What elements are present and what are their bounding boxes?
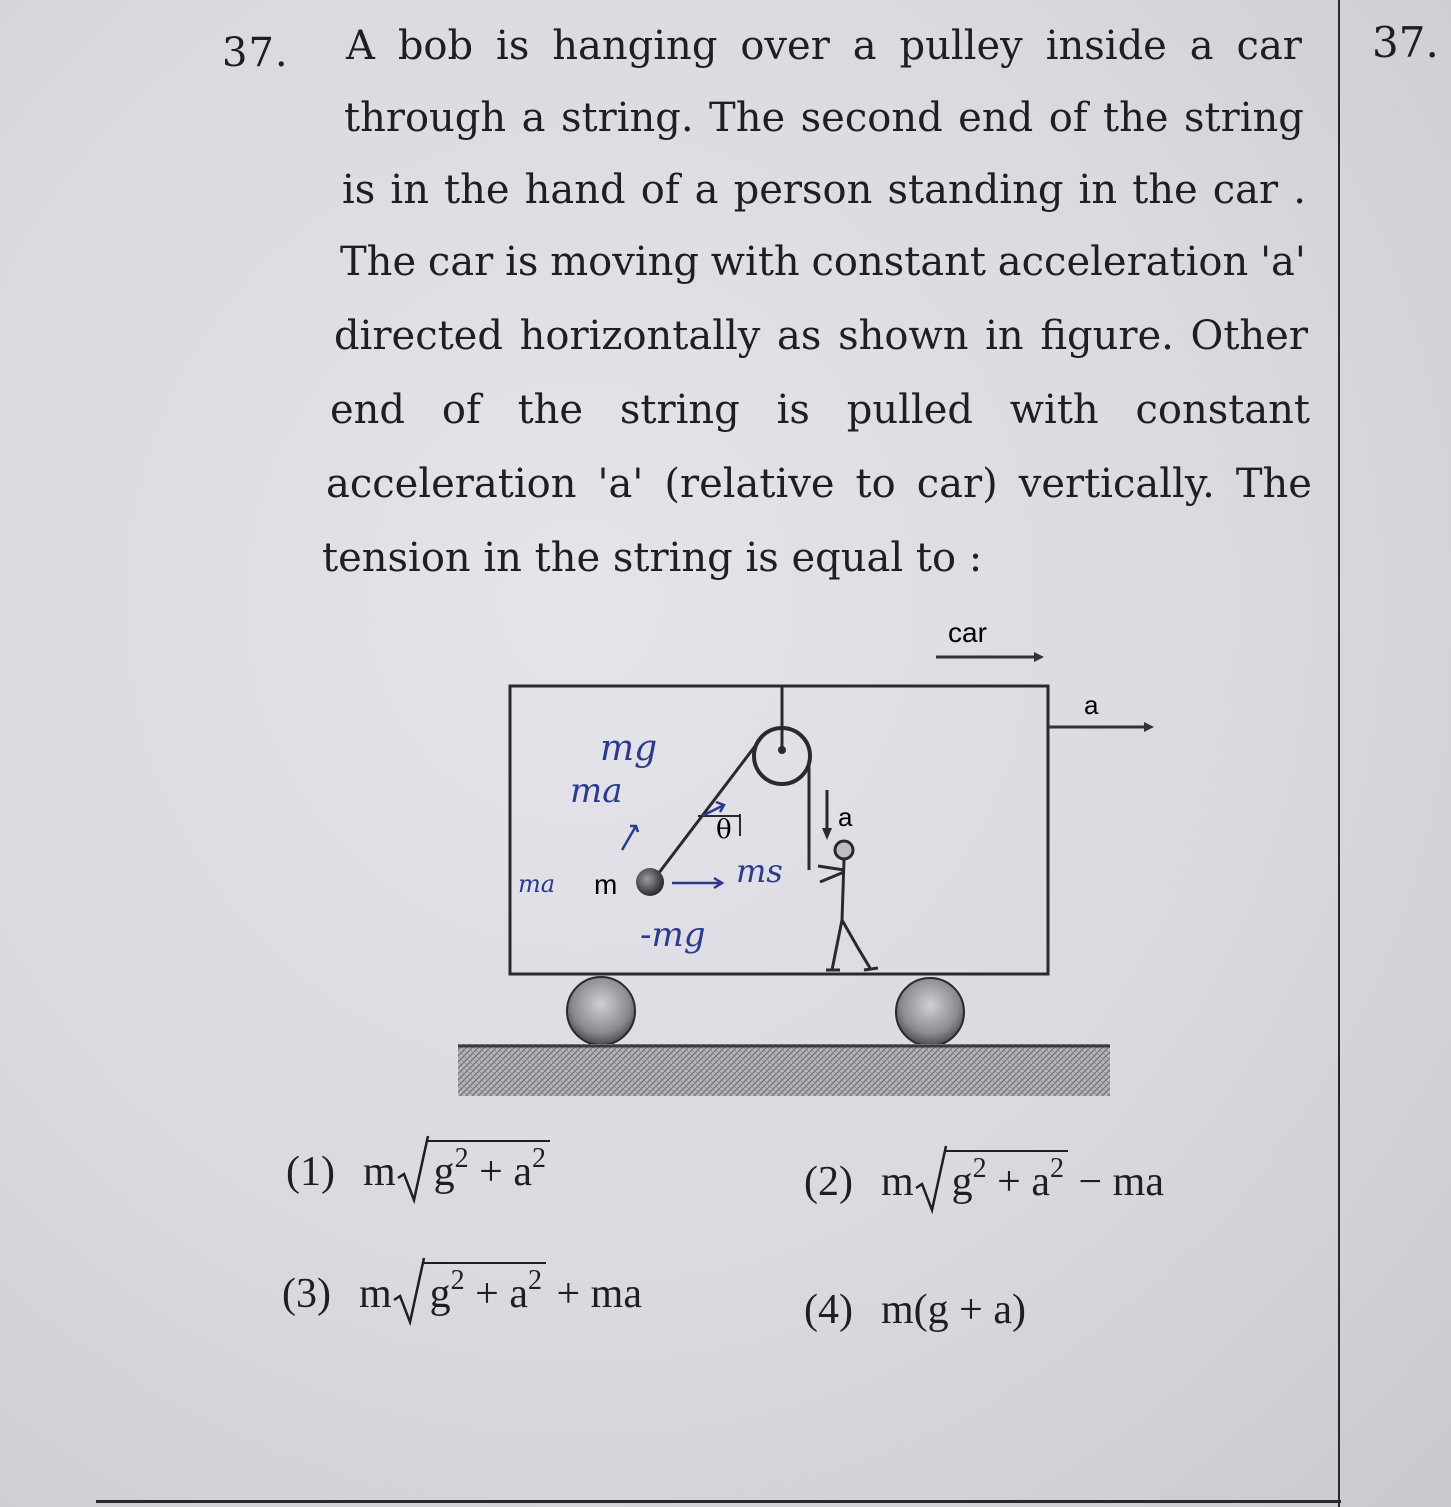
car-label: car [948,617,987,648]
question-line [342,166,1306,214]
question-word: The [1235,461,1312,507]
question-line [340,238,1306,286]
question-line [334,312,1308,360]
question-word: over [740,23,830,69]
question-word: acceleration [326,461,577,507]
question-word: pulley [899,23,1023,69]
question-line [322,534,982,582]
option-2-suffix: − ma [1068,1159,1164,1205]
question-word: the [444,167,510,213]
question-word: is [496,23,530,69]
question-word: to [855,461,896,507]
question-word: is [505,239,539,285]
question-word: of [640,167,680,213]
question-word: pulled [846,387,973,433]
option-3[interactable] [282,1262,642,1318]
question-word: moving [550,239,699,285]
question-word: end [958,95,1034,141]
question-word: is [776,387,810,433]
question-word: standing [887,167,1064,213]
handwritten-ma: ma [570,771,623,811]
option-4-text: m(g + a) [880,1287,1026,1333]
question-word: car [427,239,494,285]
question-word: in [985,313,1024,359]
handwritten-minus-mg: -mg [640,915,706,955]
option-4-number: (4) [804,1287,853,1333]
pull-acceleration-label: a [838,802,853,832]
question-word: the [1132,167,1198,213]
question-line [326,460,1312,508]
question-word: string [1184,95,1304,141]
next-column-question-number: 37. [1372,18,1439,67]
question-word: car [1212,167,1279,213]
question-word: a [521,95,546,141]
question-word: with [1009,387,1099,433]
option-1[interactable] [286,1140,550,1196]
question-word: in [390,167,429,213]
question-number: 37. [222,30,289,76]
option-2-radical: $g^2 + a^2$ [914,1150,1068,1206]
handwritten-ma-left: ma [518,870,556,898]
question-word: with [710,239,800,285]
question-word: a [1189,23,1214,69]
question-word: hanging [552,23,718,69]
question-word: string. [560,95,694,141]
question-word: in [1078,167,1118,213]
question-word: (relative [664,461,835,507]
question-word: bob [397,23,474,69]
bob [636,868,664,896]
question-word: as [777,313,822,359]
option-3-number: (3) [282,1271,331,1317]
question-word: car [1236,23,1302,69]
question-word: through [344,95,507,141]
handwritten-ms: ms [736,852,783,890]
question-word: second [800,95,943,141]
question-word: tension in the string is equal to : [322,535,983,581]
question-line [330,386,1310,434]
question-word: Other [1190,313,1308,359]
question-word: directed [334,313,503,359]
question-word: 'a' [597,461,644,507]
question-word: of [1048,95,1088,141]
question-word: figure. [1040,313,1174,359]
option-2-number: (2) [804,1159,853,1205]
front-wheel [896,978,964,1046]
option-2[interactable] [804,1150,1164,1206]
question-word: The [709,95,786,141]
question-word: acceleration [997,239,1249,285]
acceleration-label: a [1084,690,1099,720]
question-word: a [852,23,877,69]
option-3-prefix: m [358,1271,392,1317]
question-word: constant [1135,387,1310,433]
handwritten-mg: mg [600,728,658,769]
question-word: person [733,167,873,213]
question-word: A [346,23,375,69]
question-word: The [340,239,417,285]
question-word: inside [1045,23,1167,69]
question-word: vertically. [1018,461,1215,507]
option-1-prefix: m [362,1149,396,1195]
option-1-number: (1) [286,1149,335,1195]
question-word: 'a' [1260,239,1306,285]
question-word: hand [524,167,626,213]
option-2-prefix: m [880,1159,914,1205]
question-word: . [1293,167,1306,213]
option-3-radical: $g^2 + a^2$ [392,1262,546,1318]
person [818,841,878,970]
question-line [346,22,1302,70]
option-4[interactable] [804,1286,1026,1334]
option-3-suffix: + ma [546,1271,642,1317]
option-1-radical: $g^2 + a^2$ [396,1140,550,1196]
question-word: constant [811,239,986,285]
rear-wheel [567,977,635,1045]
question-word: of [441,387,481,433]
question-line [344,94,1304,142]
question-word: horizontally [519,313,761,359]
question-word: car) [916,461,998,507]
question-word: end [330,387,406,433]
column-divider [1338,0,1340,1507]
question-word: is [342,167,376,213]
bottom-rule [96,1500,1341,1503]
angle-label: θ [716,815,732,845]
question-word: the [517,387,584,433]
question-word: string [619,387,740,433]
question-word: the [1103,95,1169,141]
question-word: shown [838,313,969,359]
car-pulley-figure [440,600,1160,1110]
question-word: a [694,167,719,213]
ground [458,1044,1110,1096]
mass-label: m [594,869,618,900]
